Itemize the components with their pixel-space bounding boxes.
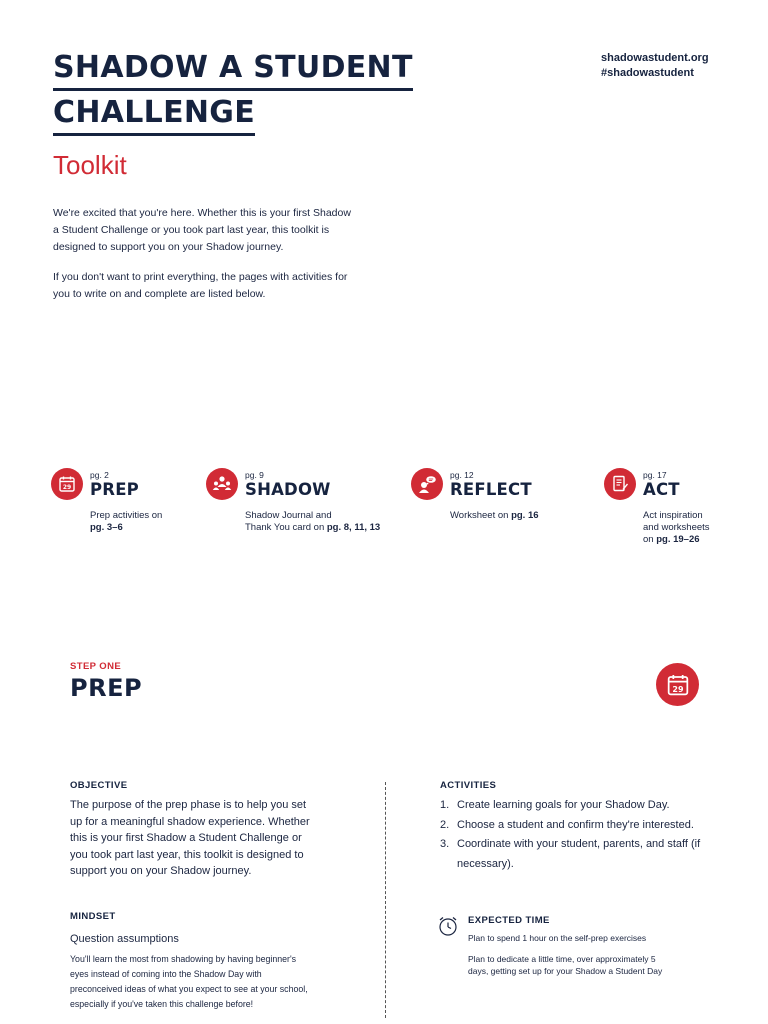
people-icon: [206, 468, 238, 500]
hashtag: #shadowastudent: [601, 67, 694, 79]
site-info: [601, 51, 709, 81]
activities-heading: ACTIVITIES: [440, 780, 497, 791]
phase-name: PREP: [90, 480, 139, 499]
mindset-heading: MINDSET: [70, 911, 116, 922]
step-label: STEP ONE: [70, 661, 122, 672]
phase-description: Worksheet on pg. 16: [450, 510, 539, 521]
document-icon: [604, 468, 636, 500]
svg-text:29: 29: [62, 484, 72, 492]
alarm-clock-icon: [437, 915, 459, 937]
objective-text: The purpose of the prep phase is to help you set up for a meaningful shadow experience. Whether this is your first Shadow a Student Challenge or you took part last year, this toolkit is designed to support you on your Shadow journey.: [70, 799, 310, 877]
list-item: 1. Create learning goals for your Shadow Day.: [440, 799, 670, 811]
phase-page: pg. 17: [643, 470, 667, 480]
list-item: 2. Choose a student and confirm they're interested.: [440, 818, 694, 831]
title-underline: [53, 133, 255, 136]
calendar-icon: [656, 663, 699, 706]
phase-page: pg. 12: [450, 470, 474, 480]
thought-icon: [411, 468, 443, 500]
title-underline: [53, 88, 413, 91]
mindset-text: You'll learn the most from shadowing by having beginner's eyes instead of coming into the Shadow Day with preconceived ideas of what you expect to see at your school, especially if you've taken this challenge before!: [70, 954, 308, 1009]
intro-paragraph-1: We're excited that you're here. Whether this is your first Shadow a Student Challenge or you took part last year, this toolkit is designed to support you on your Shadow journey.: [53, 207, 351, 253]
column-divider: [385, 782, 386, 1018]
expected-time-line-2: Plan to dedicate a little time, over approximately 5 days, getting set up for your Shadow a Student Day: [468, 954, 663, 976]
title-line-1: SHADOW A STUDENT: [53, 50, 413, 91]
phase-name: REFLECT: [450, 480, 532, 499]
calendar-icon: [51, 468, 83, 500]
expected-time-line-1: Plan to spend 1 hour on the self-prep exercises: [468, 933, 647, 943]
expected-time-heading: EXPECTED TIME: [468, 915, 550, 926]
activities-list: [440, 796, 710, 874]
phase-description: Shadow Journal and Thank You card on pg. 8, 11, 13: [245, 510, 381, 533]
list-item: 3. Coordinate with your student, parents, and staff (if necessary).: [440, 838, 701, 870]
phase-name: SHADOW: [245, 480, 331, 499]
phase-page: pg. 2: [90, 470, 109, 480]
intro-paragraph-2: If you don't want to print everything, the pages with activities for you to write on and complete are listed below.: [53, 271, 348, 300]
subtitle: Toolkit: [53, 150, 127, 180]
objective-heading: OBJECTIVE: [70, 780, 128, 791]
step-title: PREP: [70, 674, 143, 702]
phase-description: Act inspiration and worksheets on pg. 19–26: [643, 510, 710, 545]
mindset-subheading: Question assumptions: [70, 933, 179, 945]
phase-page: pg. 9: [245, 470, 264, 480]
phase-name: ACT: [643, 480, 680, 499]
website-link[interactable]: shadowastudent.org: [601, 52, 709, 64]
calendar-number: 29: [671, 684, 684, 694]
title-line-2: CHALLENGE: [53, 95, 255, 136]
phase-description: Prep activities on pg. 3–6: [90, 510, 163, 533]
